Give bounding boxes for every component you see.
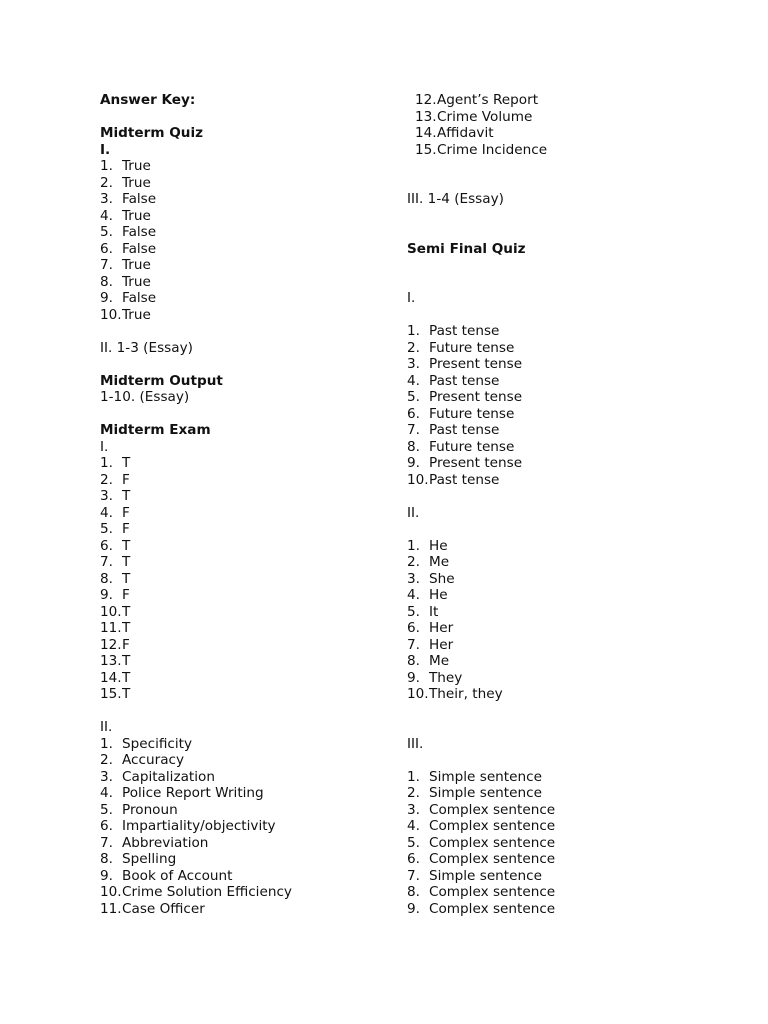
item-answer: Present tense <box>429 455 523 471</box>
spacer <box>100 703 390 720</box>
midterm-exam-heading: Midterm Exam <box>100 422 211 438</box>
list-item <box>100 752 390 769</box>
list-item <box>407 901 707 918</box>
item-number: 8. <box>100 570 113 587</box>
item-answer: True <box>122 158 151 174</box>
item-number: 3. <box>407 570 420 587</box>
semi-final-part1-label: I. <box>407 290 416 306</box>
list-item <box>100 653 390 670</box>
list-item <box>407 455 707 472</box>
item-number: 10. <box>100 306 122 323</box>
list-item <box>100 274 390 291</box>
list-item <box>100 785 390 802</box>
semi-final-quiz-heading: Semi Final Quiz <box>407 240 526 257</box>
list-item <box>407 637 707 654</box>
list-item <box>100 488 390 505</box>
item-number: 2. <box>407 554 420 570</box>
item-number: 6. <box>100 537 113 554</box>
item-number: 5. <box>100 801 113 818</box>
item-number: 2. <box>100 471 113 488</box>
item-number: 12. <box>100 636 122 653</box>
item-number: 10. <box>407 471 429 488</box>
list-item <box>407 422 707 439</box>
list-item <box>100 158 390 175</box>
list-item <box>415 109 707 126</box>
list-item <box>407 818 707 835</box>
item-answer: F <box>122 504 130 521</box>
item-answer: Me <box>429 653 450 669</box>
list-item <box>100 620 390 637</box>
item-answer: Complex sentence <box>429 900 556 917</box>
item-answer: Past tense <box>429 422 500 438</box>
item-number: 3. <box>407 801 420 818</box>
item-answer: Their, they <box>429 686 503 702</box>
list-item <box>100 670 390 687</box>
semi-final-part2-label: II. <box>407 504 420 521</box>
item-number: 4. <box>407 818 420 834</box>
item-answer: He <box>429 587 448 603</box>
item-number: 5. <box>407 389 420 405</box>
item-number: 7. <box>100 257 113 273</box>
list-item <box>100 191 390 208</box>
list-item <box>407 340 707 357</box>
item-number: 4. <box>100 504 113 521</box>
spacer <box>407 158 707 175</box>
list-item <box>100 802 390 819</box>
item-answer: Simple sentence <box>429 867 542 884</box>
item-number: 1. <box>100 735 113 752</box>
list-item <box>100 505 390 522</box>
list-item <box>100 554 390 571</box>
list-item <box>407 587 707 604</box>
item-number: 10. <box>407 686 429 702</box>
item-answer: T <box>122 455 131 471</box>
item-number: 3. <box>100 768 113 785</box>
item-number: 1. <box>407 537 420 554</box>
spacer <box>407 752 707 769</box>
item-number: 3. <box>100 191 113 207</box>
item-number: 15. <box>100 686 122 702</box>
list-item <box>407 620 707 637</box>
item-number: 2. <box>100 174 113 191</box>
list-item <box>407 389 707 406</box>
spacer <box>407 175 707 192</box>
item-answer: Accuracy <box>122 752 185 768</box>
item-answer: Specificity <box>122 735 193 752</box>
item-answer: Her <box>429 636 454 653</box>
spacer <box>407 274 707 291</box>
item-answer: True <box>122 273 151 290</box>
list-item <box>407 686 707 703</box>
item-number: 6. <box>407 620 420 636</box>
item-answer: It <box>429 603 439 620</box>
item-number: 9. <box>407 669 420 686</box>
item-answer: Crime Solution Efficiency <box>122 884 292 900</box>
item-answer: F <box>122 636 130 653</box>
item-number: 8. <box>407 884 420 900</box>
item-number: 6. <box>100 240 113 257</box>
item-answer: Crime Incidence <box>437 141 548 158</box>
spacer <box>407 719 707 736</box>
item-answer: Present tense <box>429 356 523 372</box>
list-item <box>100 571 390 588</box>
item-number: 5. <box>407 834 420 851</box>
item-answer: Past tense <box>429 471 500 488</box>
list-item <box>407 373 707 390</box>
item-number: 1. <box>100 455 113 471</box>
item-answer: Pronoun <box>122 801 178 818</box>
item-number: 5. <box>100 224 113 240</box>
list-item <box>407 406 707 423</box>
midterm-quiz-part2: II. 1-3 (Essay) <box>100 339 193 356</box>
list-item <box>407 323 707 340</box>
list-item <box>407 554 707 571</box>
item-number: 1. <box>407 768 420 785</box>
item-answer: T <box>122 488 131 504</box>
item-answer: Future tense <box>429 438 515 455</box>
midterm-output-heading: Midterm Output <box>100 372 223 389</box>
item-answer: T <box>122 669 131 686</box>
midterm-exam-part2-label: II. <box>100 719 113 735</box>
list-item <box>100 175 390 192</box>
item-answer: F <box>122 587 130 603</box>
item-answer: Complex sentence <box>429 884 556 900</box>
spacer <box>407 521 707 538</box>
item-number: 4. <box>407 372 420 389</box>
item-number: 8. <box>407 653 420 669</box>
item-number: 2. <box>407 339 420 356</box>
left-column <box>100 92 390 917</box>
item-answer: Book of Account <box>122 867 233 884</box>
item-number: 9. <box>407 455 420 471</box>
item-number: 9. <box>100 587 113 603</box>
midterm-quiz-heading: Midterm Quiz <box>100 125 204 141</box>
item-number: 7. <box>407 636 420 653</box>
item-answer: Future tense <box>429 405 515 422</box>
item-answer: F <box>122 521 130 537</box>
item-answer: Affidavit <box>437 125 494 141</box>
item-number: 14. <box>415 125 437 141</box>
item-number: 6. <box>407 851 420 867</box>
item-number: 6. <box>100 818 113 834</box>
item-number: 10. <box>100 884 122 900</box>
list-item <box>407 670 707 687</box>
item-number: 8. <box>100 273 113 290</box>
list-item <box>100 241 390 258</box>
answer-key-heading: Answer Key: <box>100 92 196 108</box>
item-number: 7. <box>100 834 113 851</box>
list-item <box>100 736 390 753</box>
list-item <box>415 125 707 142</box>
item-answer: Past tense <box>429 323 500 339</box>
item-answer: Past tense <box>429 372 500 389</box>
item-answer: T <box>122 603 131 620</box>
list-item <box>415 142 707 159</box>
semi-final-part3-label: III. <box>407 735 424 752</box>
item-answer: Police Report Writing <box>122 785 264 801</box>
item-number: 9. <box>100 290 113 306</box>
item-answer: Me <box>429 554 450 570</box>
item-answer: Complex sentence <box>429 851 556 867</box>
item-answer: Simple sentence <box>429 785 542 801</box>
item-number: 6. <box>407 405 420 422</box>
list-item <box>100 224 390 241</box>
list-item <box>100 835 390 852</box>
item-answer: T <box>122 537 131 554</box>
item-number: 3. <box>100 488 113 504</box>
list-item <box>100 604 390 621</box>
list-item <box>407 538 707 555</box>
item-number: 9. <box>100 867 113 884</box>
item-number: 2. <box>100 752 113 768</box>
item-number: 4. <box>100 207 113 224</box>
spacer <box>407 208 707 225</box>
spacer <box>100 406 390 423</box>
spacer <box>100 109 390 126</box>
item-number: 14. <box>100 669 122 686</box>
midterm-quiz-part1-label: I. <box>100 141 111 158</box>
list-item <box>100 884 390 901</box>
list-item <box>100 901 390 918</box>
item-answer: Complex sentence <box>429 801 556 818</box>
item-answer: Case Officer <box>122 900 205 917</box>
spacer <box>407 224 707 241</box>
list-item <box>100 290 390 307</box>
item-answer: Capitalization <box>122 768 215 785</box>
item-answer: Spelling <box>122 851 177 867</box>
item-answer: Crime Volume <box>437 108 533 125</box>
list-item <box>407 802 707 819</box>
list-item <box>407 851 707 868</box>
list-item <box>100 455 390 472</box>
list-item <box>407 785 707 802</box>
item-answer: Abbreviation <box>122 834 209 851</box>
item-answer: He <box>429 537 448 554</box>
list-item <box>407 472 707 489</box>
midterm-output-text: 1-10. (Essay) <box>100 389 190 405</box>
item-answer: True <box>122 257 151 273</box>
item-answer: Present tense <box>429 389 523 405</box>
item-answer: T <box>122 620 131 636</box>
item-answer: Complex sentence <box>429 834 556 851</box>
list-item <box>100 208 390 225</box>
list-item <box>415 92 707 109</box>
item-number: 4. <box>407 587 420 603</box>
item-answer: Agent’s Report <box>437 92 539 108</box>
spacer <box>407 703 707 720</box>
midterm-exam-part2-list-b <box>407 92 707 158</box>
item-number: 7. <box>100 554 113 570</box>
list-item <box>407 884 707 901</box>
spacer <box>100 356 390 373</box>
item-number: 2. <box>407 785 420 801</box>
item-answer: She <box>429 570 455 587</box>
right-column <box>407 92 707 917</box>
list-item <box>100 637 390 654</box>
item-answer: They <box>429 669 463 686</box>
item-answer: Her <box>429 620 454 636</box>
item-answer: True <box>122 207 151 224</box>
item-answer: T <box>122 570 131 587</box>
item-number: 10. <box>100 603 122 620</box>
list-item <box>100 521 390 538</box>
midterm-exam-part1-list <box>100 455 390 703</box>
midterm-exam-part3: III. 1-4 (Essay) <box>407 191 504 207</box>
item-number: 15. <box>415 141 437 158</box>
item-number: 4. <box>100 785 113 801</box>
list-item <box>407 439 707 456</box>
list-item <box>407 868 707 885</box>
list-item <box>100 257 390 274</box>
list-item <box>407 769 707 786</box>
list-item <box>100 686 390 703</box>
item-answer: F <box>122 471 130 488</box>
list-item <box>100 769 390 786</box>
spacer <box>407 257 707 274</box>
semi-final-part2-list <box>407 538 707 703</box>
list-item <box>100 851 390 868</box>
item-number: 5. <box>407 603 420 620</box>
item-answer: Simple sentence <box>429 768 542 785</box>
semi-final-part1-list <box>407 323 707 488</box>
spacer <box>100 323 390 340</box>
item-answer: Future tense <box>429 339 515 356</box>
item-number: 13. <box>100 653 122 669</box>
list-item <box>407 653 707 670</box>
semi-final-part3-list <box>407 769 707 918</box>
list-item <box>100 868 390 885</box>
item-answer: T <box>122 686 131 702</box>
item-answer: T <box>122 554 131 570</box>
item-number: 3. <box>407 356 420 372</box>
list-item <box>407 835 707 852</box>
item-number: 11. <box>100 620 122 636</box>
list-item <box>100 307 390 324</box>
midterm-exam-part2-list-a <box>100 736 390 918</box>
item-number: 7. <box>407 422 420 438</box>
item-number: 12. <box>415 92 437 108</box>
item-number: 8. <box>407 438 420 455</box>
item-answer: True <box>122 174 151 191</box>
item-number: 8. <box>100 851 113 867</box>
item-number: 9. <box>407 900 420 917</box>
list-item <box>100 538 390 555</box>
item-answer: False <box>122 191 157 207</box>
list-item <box>407 571 707 588</box>
list-item <box>100 587 390 604</box>
item-answer: False <box>122 290 157 306</box>
item-answer: False <box>122 240 157 257</box>
item-answer: Complex sentence <box>429 818 556 834</box>
item-number: 1. <box>407 323 420 339</box>
list-item <box>100 818 390 835</box>
item-answer: True <box>122 306 151 323</box>
item-answer: T <box>122 653 131 669</box>
midterm-quiz-list <box>100 158 390 323</box>
item-answer: Impartiality/objectivity <box>122 818 276 834</box>
list-item <box>407 604 707 621</box>
item-number: 5. <box>100 521 113 537</box>
spacer <box>407 307 707 324</box>
list-item <box>407 356 707 373</box>
list-item <box>100 472 390 489</box>
spacer <box>407 488 707 505</box>
item-number: 11. <box>100 900 122 917</box>
midterm-exam-part1-label: I. <box>100 438 109 455</box>
item-number: 13. <box>415 108 437 125</box>
item-number: 7. <box>407 867 420 884</box>
item-answer: False <box>122 224 157 240</box>
item-number: 1. <box>100 158 113 174</box>
